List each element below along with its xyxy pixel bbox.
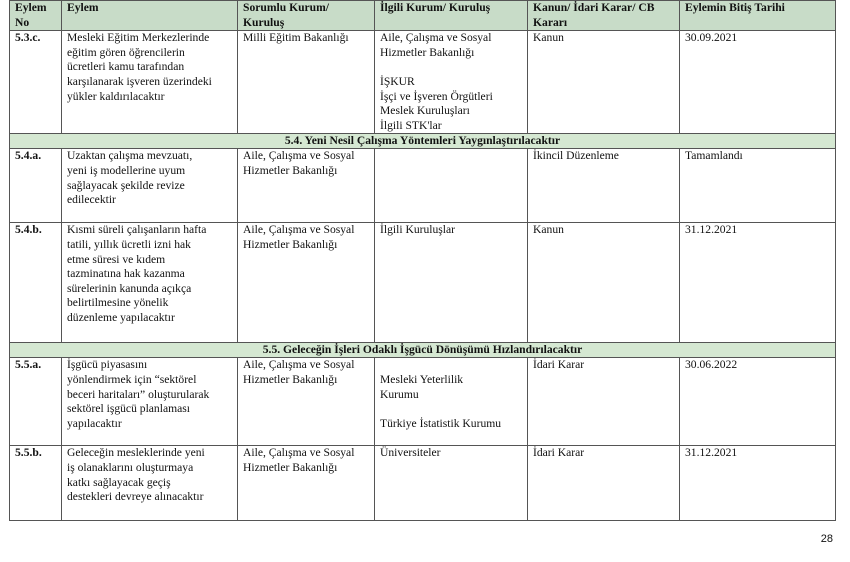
legal-instrument: İkincil Düzenleme xyxy=(528,149,680,223)
action-description: Geleceğin mesleklerinde yeni iş olanaklarını oluşturmaya katkı sağlayacak geçiş destekleri devreye alınacaktır xyxy=(62,446,238,521)
header-responsible: Sorumlu Kurum/ Kuruluş xyxy=(238,1,375,31)
responsible-institution: Aile, Çalışma ve Sosyal Hizmetler Bakanlığı xyxy=(238,149,375,223)
related-institutions: Mesleki Yeterlilik Kurumu Türkiye İstatistik Kurumu xyxy=(375,358,528,446)
responsible-institution: Milli Eğitim Bakanlığı xyxy=(238,31,375,134)
section-heading-row xyxy=(10,134,836,149)
completion-date: 31.12.2021 xyxy=(680,446,836,521)
header-code: Eylem No xyxy=(10,1,62,31)
section-title: 5.5. Geleceğin İşleri Odaklı İşgücü Dönüşümü Hızlandırılacaktır xyxy=(10,343,836,358)
header-law: Kanun/ İdari Karar/ CB Kararı xyxy=(528,1,680,31)
responsible-institution: Aile, Çalışma ve Sosyal Hizmetler Bakanlığı xyxy=(238,358,375,446)
action-description: Mesleki Eğitim Merkezlerinde eğitim gören öğrencilerin ücretleri kamu tarafından karşılanarak işveren üzerindeki yükler kaldırılacaktır xyxy=(62,31,238,134)
action-code: 5.5.b. xyxy=(10,446,62,521)
table-row xyxy=(10,223,836,343)
action-description: Kısmi süreli çalışanların hafta tatili, yıllık ücretli izni hak etme süresi ve kıdem tazminatına hak kazanma sürelerinin kanunda açıkça belirtilmesine yönelik düzenleme yapılacaktır xyxy=(62,223,238,343)
completion-date: Tamamlandı xyxy=(680,149,836,223)
related-institutions: Üniversiteler xyxy=(375,446,528,521)
action-code: 5.4.b. xyxy=(10,223,62,343)
completion-date: 30.06.2022 xyxy=(680,358,836,446)
legal-instrument: İdari Karar xyxy=(528,358,680,446)
action-description: İşgücü piyasasını yönlendirmek için “sektörel beceri haritaları” oluşturularak sektörel işgücü planlaması yapılacaktır xyxy=(62,358,238,446)
action-plan-table xyxy=(9,0,836,521)
table-row xyxy=(10,358,836,446)
responsible-institution: Aile, Çalışma ve Sosyal Hizmetler Bakanlığı xyxy=(238,446,375,521)
completion-date: 30.09.2021 xyxy=(680,31,836,134)
action-description: Uzaktan çalışma mevzuatı, yeni iş modellerine uyum sağlayacak şekilde revize edilecektir xyxy=(62,149,238,223)
action-code: 5.5.a. xyxy=(10,358,62,446)
responsible-institution: Aile, Çalışma ve Sosyal Hizmetler Bakanlığı xyxy=(238,223,375,343)
page-number: 28 xyxy=(820,533,833,545)
header-related: İlgili Kurum/ Kuruluş xyxy=(375,1,528,31)
table-row xyxy=(10,446,836,521)
related-institutions: Aile, Çalışma ve Sosyal Hizmetler Bakanlığı İŞKUR İşçi ve İşveren Örgütleri Meslek Kuruluşları İlgili STK'lar xyxy=(375,31,528,134)
section-heading-row xyxy=(10,343,836,358)
section-title: 5.4. Yeni Nesil Çalışma Yöntemleri Yaygınlaştırılacaktır xyxy=(10,134,836,149)
completion-date: 31.12.2021 xyxy=(680,223,836,343)
related-institutions: İlgili Kuruluşlar xyxy=(375,223,528,343)
legal-instrument: Kanun xyxy=(528,31,680,134)
table-header-row xyxy=(10,1,836,31)
action-code: 5.3.c. xyxy=(10,31,62,134)
table-row xyxy=(10,31,836,134)
related-institutions xyxy=(375,149,528,223)
legal-instrument: İdari Karar xyxy=(528,446,680,521)
header-deadline: Eylemin Bitiş Tarihi xyxy=(680,1,836,31)
legal-instrument: Kanun xyxy=(528,223,680,343)
action-code: 5.4.a. xyxy=(10,149,62,223)
table-row xyxy=(10,149,836,223)
header-action: Eylem xyxy=(62,1,238,31)
